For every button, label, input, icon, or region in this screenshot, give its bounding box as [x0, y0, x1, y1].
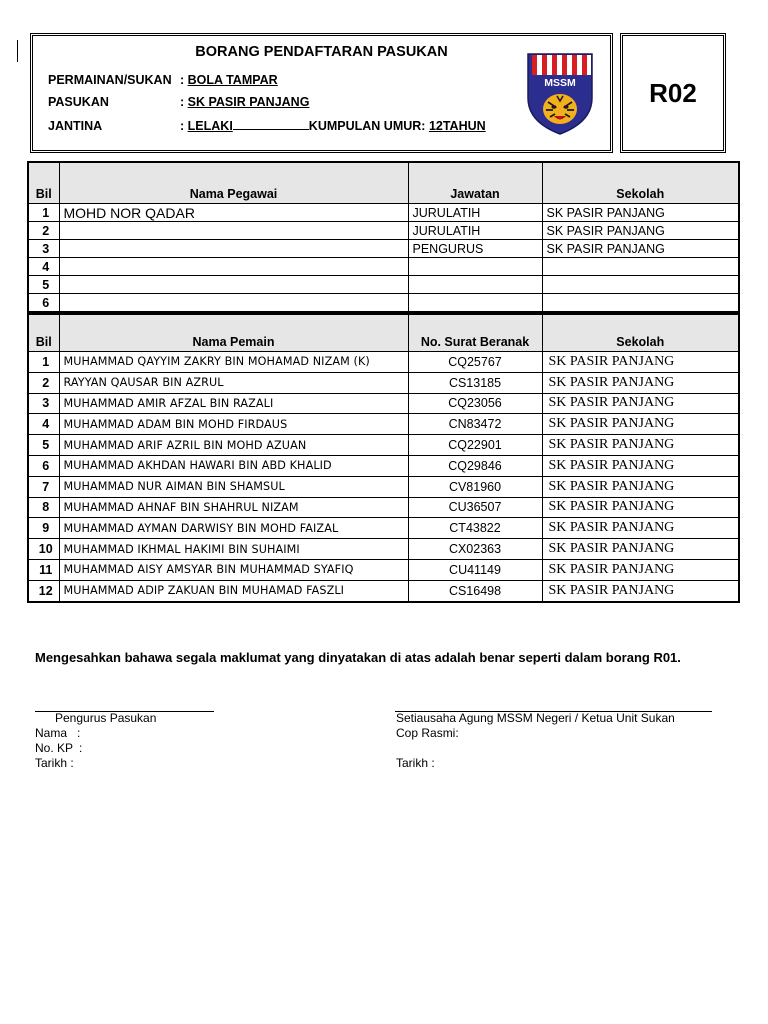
age-group-label: KUMPULAN UMUR: [308, 119, 426, 133]
right-signature-title: Setiausaha Agung MSSM Negeri / Ketua Unit Sukan [396, 711, 675, 725]
header-row-sport [48, 73, 278, 87]
team-value: SK PASIR PANJANG [187, 95, 310, 109]
age-group-value: 12TAHUN [428, 119, 486, 133]
player-cert-no: CV81960 [408, 476, 542, 497]
players-col-cert: No. Surat Beranak [408, 314, 542, 352]
gender-value: LELAKI [187, 119, 233, 133]
player-school: SK PASIR PANJANG [542, 414, 739, 435]
player-bil: 2 [28, 372, 59, 393]
player-bil: 10 [28, 539, 59, 560]
left-name-label: Nama [35, 726, 68, 740]
player-name: MUHAMMAD ARIF AZRIL BIN MOHD AZUAN [59, 435, 408, 456]
player-cert-no: CQ25767 [408, 352, 542, 373]
table-row [28, 497, 739, 518]
table-row [28, 455, 739, 476]
right-date-label: Tarikh : [396, 756, 435, 770]
official-school: SK PASIR PANJANG [542, 222, 739, 240]
official-position [408, 276, 542, 294]
logo-text: MSSM [544, 77, 576, 89]
player-name: MUHAMMAD AYMAN DARWISY BIN MOHD FAIZAL [59, 518, 408, 539]
player-name: RAYYAN QAUSAR BIN AZRUL [59, 372, 408, 393]
player-cert-no: CQ23056 [408, 393, 542, 414]
official-name [59, 258, 408, 276]
official-position: JURULATIH [408, 204, 542, 222]
table-row [28, 352, 739, 373]
table-row [28, 204, 739, 222]
table-row [28, 539, 739, 560]
team-label: PASUKAN [48, 95, 109, 109]
official-name [59, 276, 408, 294]
player-name: MUHAMMAD ADIP ZAKUAN BIN MUHAMAD FASZLI [59, 580, 408, 601]
table-row [28, 518, 739, 539]
player-bil: 5 [28, 435, 59, 456]
player-cert-no: CQ29846 [408, 455, 542, 476]
right-stamp-label: Cop Rasmi: [396, 726, 459, 740]
table-row [28, 393, 739, 414]
left-kp-row [35, 741, 82, 756]
official-bil: 6 [28, 294, 59, 313]
sport-label: PERMAINAN/SUKAN [48, 73, 172, 87]
players-col-bil: Bil [28, 314, 59, 352]
player-cert-no: CQ22901 [408, 435, 542, 456]
player-school: SK PASIR PANJANG [542, 539, 739, 560]
header-row-gender [48, 118, 486, 133]
tiger-head-icon [543, 94, 577, 124]
player-school: SK PASIR PANJANG [542, 559, 739, 580]
player-cert-no: CS16498 [408, 580, 542, 601]
player-school: SK PASIR PANJANG [542, 476, 739, 497]
player-bil: 7 [28, 476, 59, 497]
player-bil: 3 [28, 393, 59, 414]
form-title: BORANG PENDAFTARAN PASUKAN [195, 44, 448, 60]
player-name: MUHAMMAD AMIR AFZAL BIN RAZALI [59, 393, 408, 414]
left-date-label: Tarikh : [35, 756, 74, 770]
officials-col-school: Sekolah [542, 162, 739, 204]
table-row [28, 240, 739, 258]
player-name: MUHAMMAD AISY AMSYAR BIN MUHAMMAD SYAFIQ [59, 559, 408, 580]
player-bil: 11 [28, 559, 59, 580]
table-row [28, 559, 739, 580]
official-name [59, 240, 408, 258]
officials-col-position: Jawatan [408, 162, 542, 204]
official-position [408, 258, 542, 276]
table-row [28, 294, 739, 313]
left-name-colon: : [77, 726, 81, 740]
player-bil: 8 [28, 497, 59, 518]
gender-blank-line [233, 118, 309, 130]
officials-col-name: Nama Pegawai [59, 162, 408, 204]
player-name: MUHAMMAD AHNAF BIN SHAHRUL NIZAM [59, 497, 408, 518]
official-school [542, 258, 739, 276]
player-bil: 12 [28, 580, 59, 601]
player-bil: 9 [28, 518, 59, 539]
left-kp-label: No. KP [35, 741, 74, 755]
player-cert-no: CU41149 [408, 559, 542, 580]
official-school [542, 276, 739, 294]
official-name: MOHD NOR QADAR [59, 204, 408, 222]
official-bil: 5 [28, 276, 59, 294]
gender-label: JANTINA [48, 119, 103, 133]
text-cursor [17, 40, 18, 62]
table-row [28, 435, 739, 456]
official-position [408, 294, 542, 313]
official-bil: 2 [28, 222, 59, 240]
officials-header-row [28, 162, 739, 204]
team-separator: : [180, 95, 185, 109]
player-cert-no: CT43822 [408, 518, 542, 539]
player-school: SK PASIR PANJANG [542, 435, 739, 456]
player-name: MUHAMMAD NUR AIMAN BIN SHAMSUL [59, 476, 408, 497]
player-name: MUHAMMAD QAYYIM ZAKRY BIN MOHAMAD NIZAM (K) [59, 352, 408, 373]
official-name [59, 222, 408, 240]
official-position: JURULATIH [408, 222, 542, 240]
player-school: SK PASIR PANJANG [542, 393, 739, 414]
player-bil: 1 [28, 352, 59, 373]
left-signature-title: Pengurus Pasukan [55, 711, 157, 725]
official-school [542, 294, 739, 313]
player-school: SK PASIR PANJANG [542, 352, 739, 373]
player-school: SK PASIR PANJANG [542, 580, 739, 601]
official-school: SK PASIR PANJANG [542, 240, 739, 258]
form-code: R02 [649, 78, 697, 108]
player-school: SK PASIR PANJANG [542, 372, 739, 393]
official-bil: 4 [28, 258, 59, 276]
official-bil: 3 [28, 240, 59, 258]
table-row [28, 476, 739, 497]
players-table [27, 313, 740, 603]
player-name: MUHAMMAD IKHMAL HAKIMI BIN SUHAIMI [59, 539, 408, 560]
mssm-logo [524, 52, 596, 136]
player-school: SK PASIR PANJANG [542, 497, 739, 518]
confirmation-text: Mengesahkan bahawa segala maklumat yang dinyatakan di atas adalah benar seperti dalam borang R01. [35, 650, 681, 665]
left-name-row [35, 726, 80, 741]
player-bil: 4 [28, 414, 59, 435]
player-cert-no: CN83472 [408, 414, 542, 435]
player-name: MUHAMMAD AKHDAN HAWARI BIN ABD KHALID [59, 455, 408, 476]
official-position: PENGURUS [408, 240, 542, 258]
logo-stripes [532, 55, 591, 75]
players-col-school: Sekolah [542, 314, 739, 352]
player-school: SK PASIR PANJANG [542, 518, 739, 539]
players-header-row [28, 314, 739, 352]
gender-separator: : [180, 119, 185, 133]
table-row [28, 580, 739, 601]
player-cert-no: CU36507 [408, 497, 542, 518]
sport-value: BOLA TAMPAR [187, 73, 278, 87]
table-row [28, 222, 739, 240]
player-name: MUHAMMAD ADAM BIN MOHD FIRDAUS [59, 414, 408, 435]
player-bil: 6 [28, 455, 59, 476]
official-name [59, 294, 408, 313]
table-row [28, 276, 739, 294]
header-row-team [48, 95, 309, 109]
left-kp-colon: : [79, 741, 83, 755]
player-school: SK PASIR PANJANG [542, 455, 739, 476]
sport-separator: : [180, 73, 185, 87]
table-row [28, 414, 739, 435]
table-row [28, 372, 739, 393]
table-row [28, 258, 739, 276]
officials-col-bil: Bil [28, 162, 59, 204]
player-cert-no: CS13185 [408, 372, 542, 393]
official-bil: 1 [28, 204, 59, 222]
player-cert-no: CX02363 [408, 539, 542, 560]
official-school: SK PASIR PANJANG [542, 204, 739, 222]
players-col-name: Nama Pemain [59, 314, 408, 352]
officials-table [27, 161, 740, 313]
